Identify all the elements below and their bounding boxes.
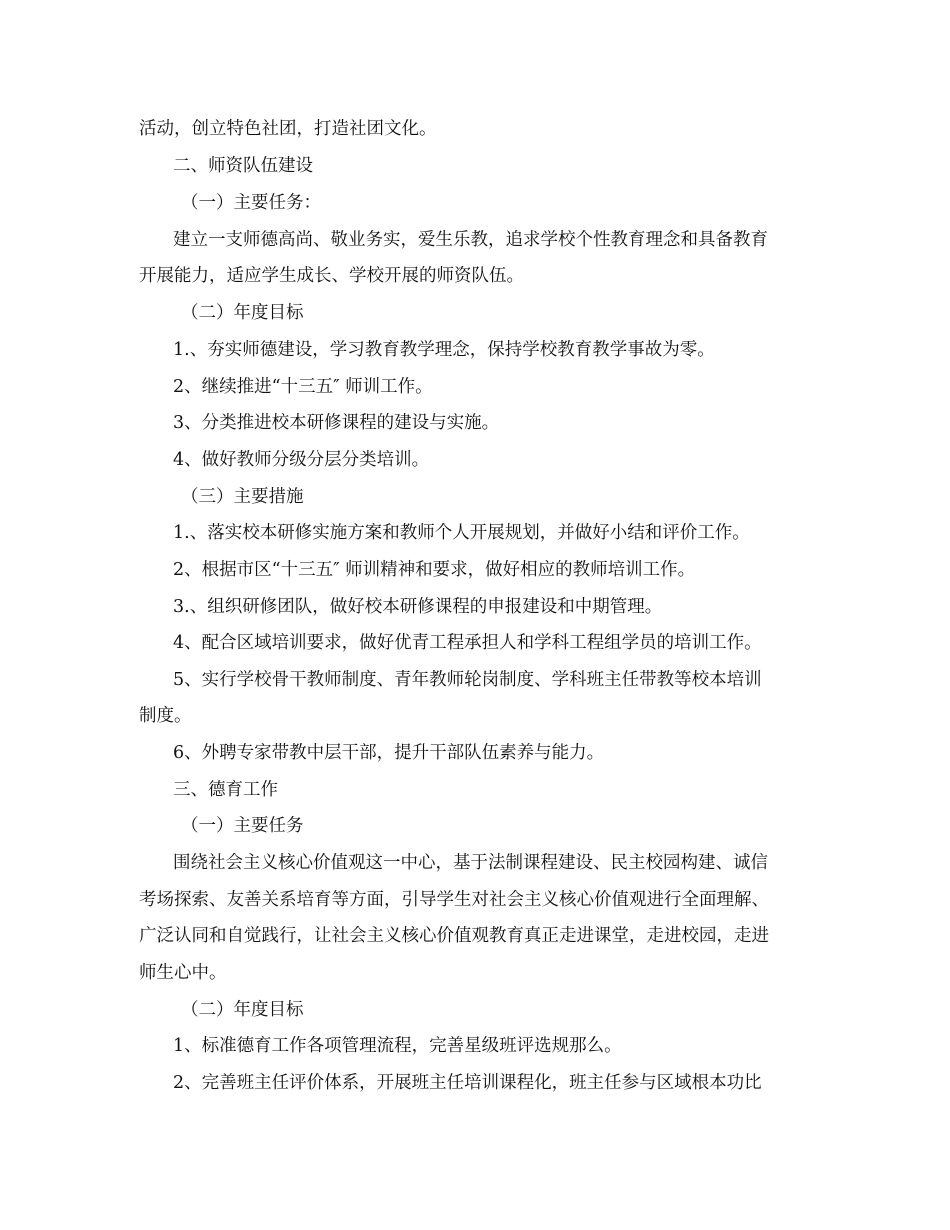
subsection-heading: （一）主要任务: [181, 816, 304, 836]
paragraph-line: 师生心中。: [139, 963, 227, 983]
list-item: 4、配合区域培训要求，做好优青工程承担人和学科工程组学员的培训工作。: [173, 633, 762, 653]
list-item: 2、完善班主任评价体系，开展班主任培训课程化，班主任参与区域根本功比: [173, 1073, 762, 1093]
subsection-heading: （三）主要措施: [181, 487, 304, 507]
paragraph-line: 制度。: [139, 706, 192, 726]
list-item: 5、实行学校骨干教师制度、青年教师轮岗制度、学科班主任带教等校本培训: [173, 670, 762, 690]
list-item: 1.、落实校本研修实施方案和教师个人开展规划，并做好小结和评价工作。: [173, 523, 750, 543]
list-item: 4、做好教师分级分层分类培训。: [173, 450, 430, 470]
subsection-heading: （二）年度目标: [181, 303, 304, 323]
list-item: 2、继续推进“十三五″ 师训工作。: [173, 377, 433, 397]
list-item: 3、分类推进校本研修课程的建设与实施。: [173, 413, 500, 433]
paragraph-line: 广泛认同和自觉践行，让社会主义核心价值观教育真正走进课堂，走进校园，走进: [139, 926, 769, 946]
list-item: 1、标准德育工作各项管理流程，完善星级班评选规那么。: [173, 1036, 622, 1056]
paragraph-line: 建立一支师德高尚、敬业务实，爱生乐教，追求学校个性教育理念和具备教育: [173, 230, 768, 250]
section-heading: 二、师资队伍建设: [173, 156, 313, 176]
list-item: 1.、夯实师德建设，学习教育教学理念，保持学校教育教学事故为零。: [173, 340, 715, 360]
list-item: 6、外聘专家带教中层干部，提升干部队伍素养与能力。: [173, 743, 605, 763]
paragraph-line: 围绕社会主义核心价值观这一中心，基于法制课程建设、民主校园构建、诚信: [173, 853, 768, 873]
paragraph-line: 考场探索、友善关系培育等方面，引导学生对社会主义核心价值观进行全面理解、: [139, 890, 769, 910]
section-heading: 三、德育工作: [173, 780, 278, 800]
list-item: 2、根据市区“十三五″ 师训精神和要求，做好相应的教师培训工作。: [173, 560, 696, 580]
list-item: 3.、组织研修团队，做好校本研修课程的申报建设和中期管理。: [173, 597, 663, 617]
paragraph-line: 活动，创立特色社团，打造社团文化。: [139, 119, 437, 139]
paragraph-line: 开展能力，适应学生成长、学校开展的师资队伍。: [139, 266, 524, 286]
subsection-heading: （一）主要任务：: [181, 193, 321, 213]
subsection-heading: （二）年度目标: [181, 1000, 304, 1020]
